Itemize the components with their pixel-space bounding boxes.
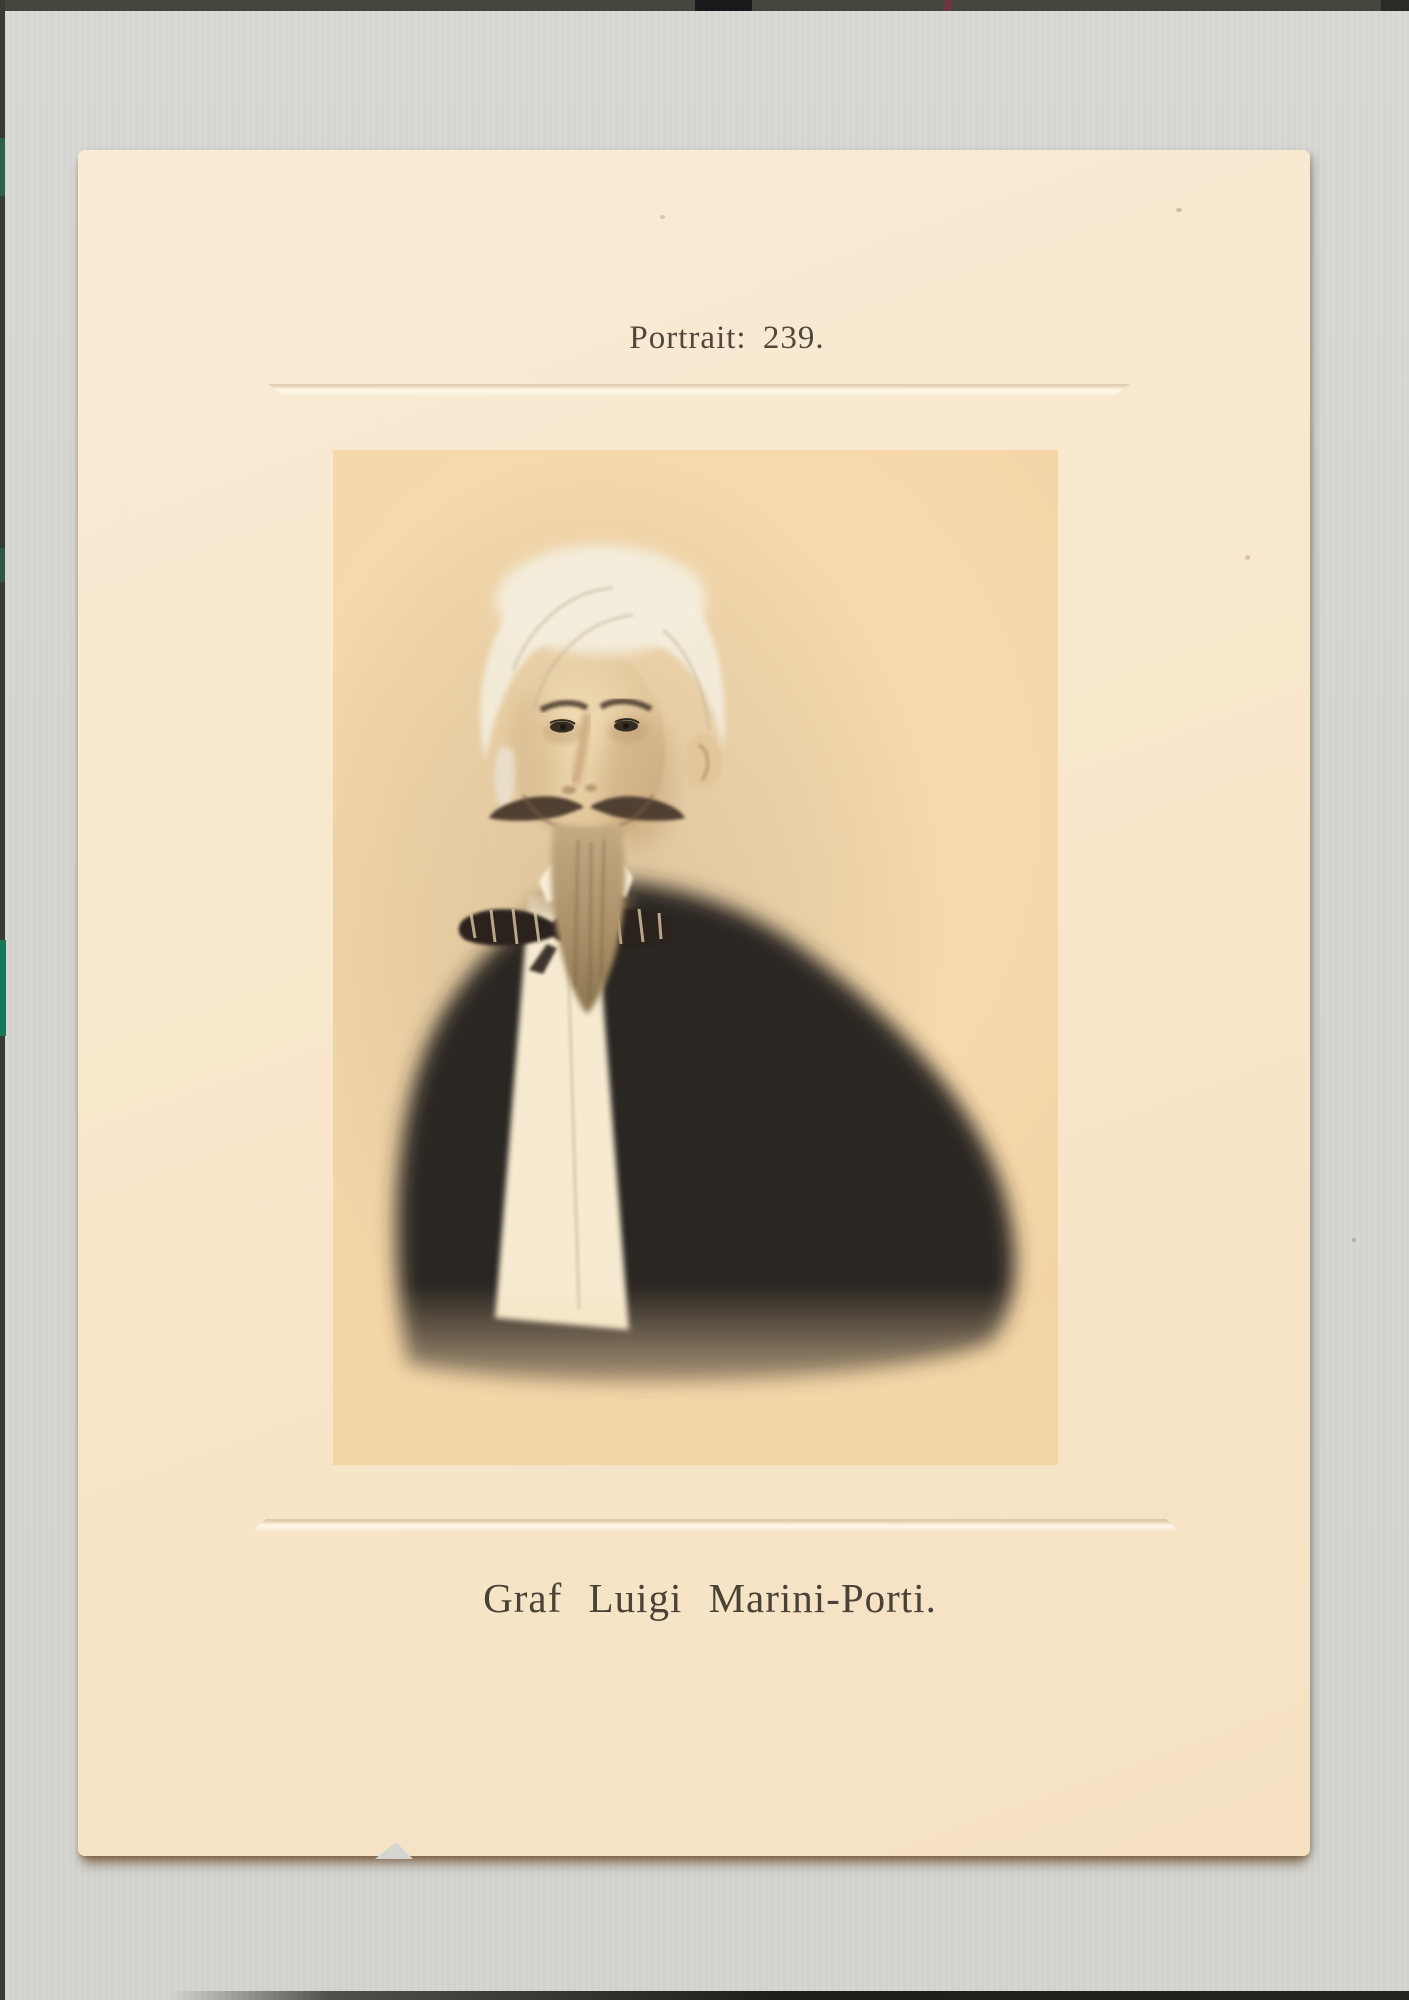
scanner-edge-black-segment [695, 0, 752, 11]
card-edge-tear [375, 1842, 413, 1859]
dust-speck [1352, 1238, 1356, 1242]
dust-speck [1245, 555, 1250, 560]
mounting-card [78, 150, 1310, 1856]
edge-mark-green-2 [0, 548, 5, 582]
hair-top [496, 545, 706, 655]
dust-speck [660, 215, 665, 219]
scanner-edge-bottom [0, 1991, 1409, 2000]
photo-bottom-fade [333, 1285, 1058, 1465]
edge-mark-green-3 [0, 940, 6, 1036]
ear [684, 733, 722, 791]
emboss-groove-top [268, 384, 1130, 397]
emboss-groove-bottom [252, 1519, 1180, 1532]
dust-speck [1176, 208, 1182, 212]
portrait-photograph [333, 450, 1058, 1465]
edge-mark-green-1 [0, 138, 5, 196]
caption-label: Graf Luigi Marini-Porti. [483, 1575, 937, 1621]
temple-shadow-left [508, 695, 558, 805]
portrait-illustration [333, 450, 1058, 1465]
scanner-edge-corner-segment [1381, 0, 1409, 11]
scanner-edge-red-tick [944, 0, 952, 11]
nostril-left [562, 786, 576, 794]
portrait-number-label: Portrait: 239. [629, 320, 825, 356]
nostril-right [585, 785, 597, 792]
